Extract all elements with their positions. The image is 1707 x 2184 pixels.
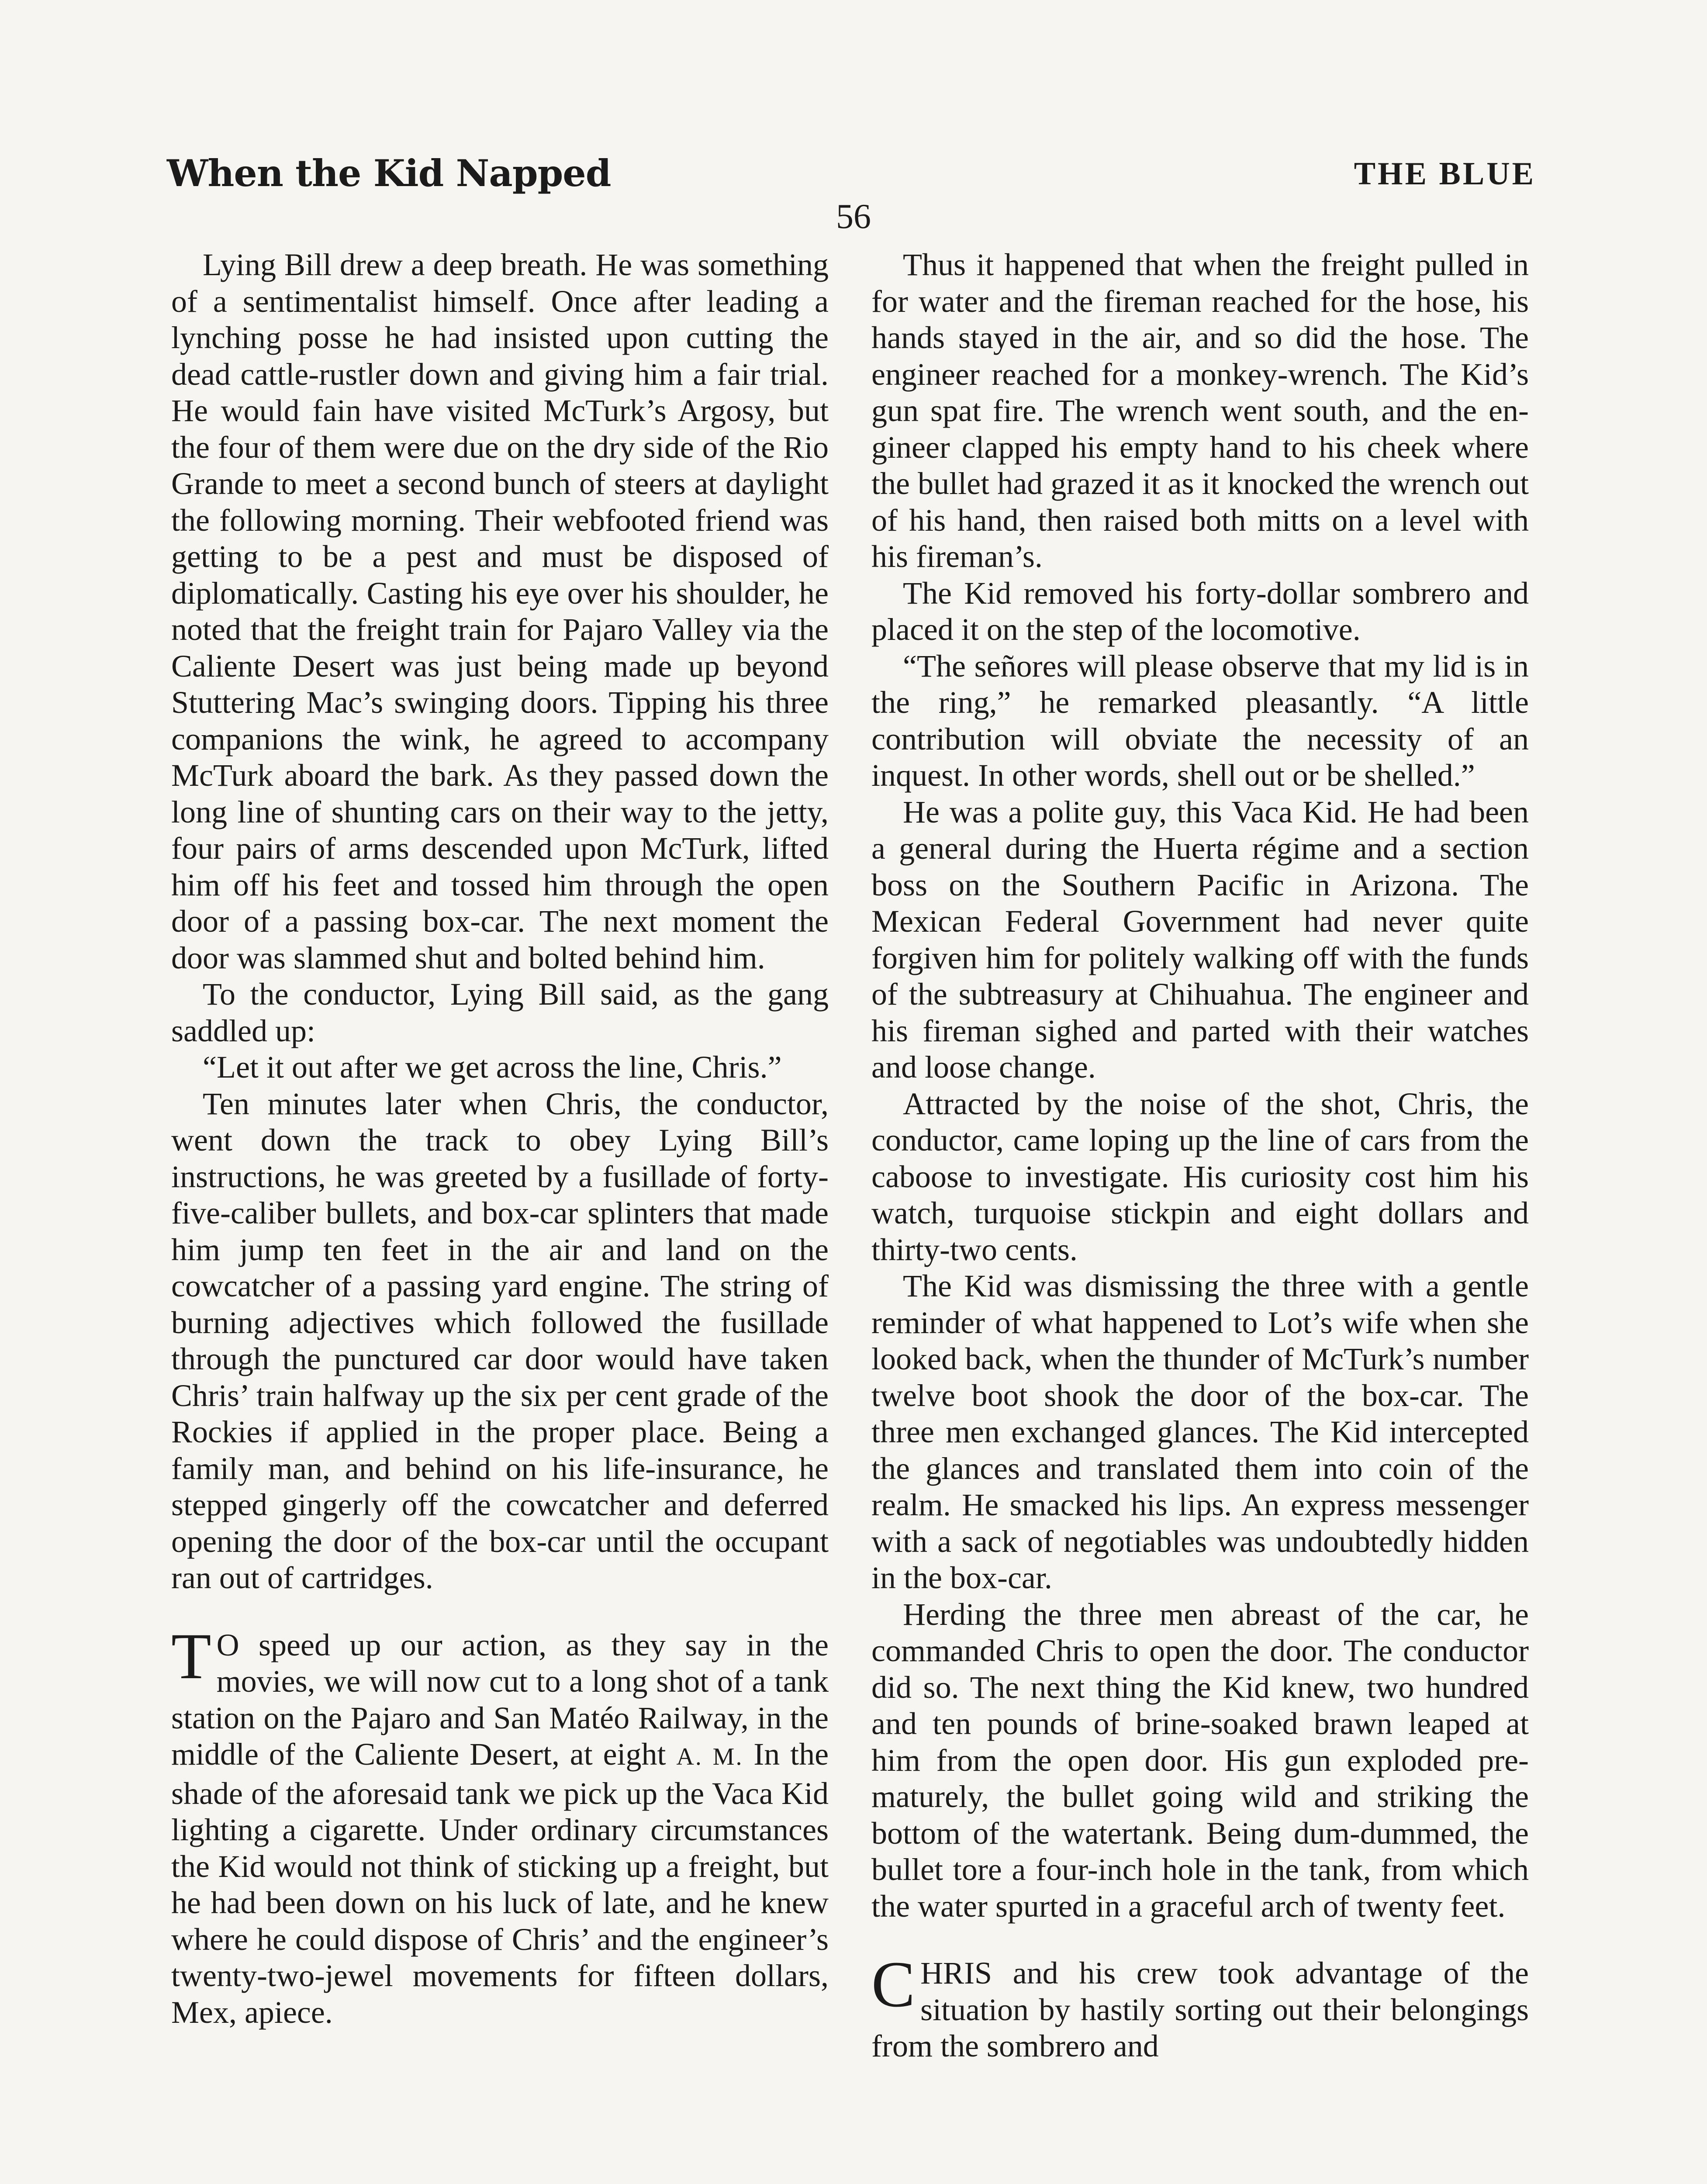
paragraph: Ten minutes later when Chris, the conductor, went down the track to obey Lying Bill’s instructions, he was greeted by a fusillade of forty-five-caliber bullets, and box-car splinters that made him jump ten feet in the air and land on the cowcatcher of a passing yard engine. The string of burning adjectives which followed the fusillade through the punctured car door would have taken Chris’ train halfway up the six per cent grade of the Rockies if applied in the proper place. Being a family man, and behind on his life-insurance, he stepped gingerly off the cowcatcher and deferred opening the door of the box-car until the occupant ran out of cartridges. — [171, 1086, 829, 1595]
magazine-name: THE BLUE — [1354, 156, 1536, 192]
page-number: 56 — [836, 197, 871, 236]
paragraph-text: In the shade of the aforesaid tank we pick up the Vaca Kid lighting a cigarette. Under ordinary circumstances the Kid would not think of sticking up a freight, but he had been down on his luck of late, and he knew where he could dispose of Chris’ and the engineer’s twenty-two-jewel movements for fifteen dollars, Mex, apiece. — [171, 1737, 829, 2030]
left-column — [171, 247, 829, 2184]
time-abbreviation: A. M. — [676, 1743, 743, 1770]
paragraph: Lying Bill drew a deep breath. He was something of a sentimentalist himself. Once after leading a lynching posse he had insisted upon cutting the dead cattle-rustler down and giving him a fair trial. He would fain have visited McTurk’s Argosy, but the four of them were due on the dry side of the Rio Grande to meet a second bunch of steers at daylight the following morning. Their webfooted friend was getting to be a pest and must be disposed of diplomatically. Casting his eye over his shoulder, he noted that the freight train for Pajaro Valley via the Caliente Desert was just being made up beyond Stuttering Mac’s swinging doors. Tipping his three companions the wink, he agreed to accompany McTurk aboard the bark. As they passed down the long line of shunting cars on their way to the jetty, four pairs of arms descended upon McTurk, lifted him off his feet and tossed him through the open door of a passing box-car. The next moment the door was slammed shut and bolted behind him. — [171, 247, 829, 975]
drop-cap: T — [171, 1620, 211, 1693]
paragraph: “The señores will please observe that my lid is in the ring,” he remarked pleasantly. “A little contribution will obviate the necessity of an inquest. In other words, shell out or be shelled.” — [871, 648, 1529, 793]
paragraph: He was a polite guy, this Vaca Kid. He had been a general during the Huerta régime and a section boss on the Southern Pacific in Arizona. The Mexican Federal Government had never quite forgiven him for politely walking off with the funds of the subtreasury at Chihuahua. The engineer and his fireman sighed and parted with their watches and loose change. — [871, 794, 1529, 1085]
paragraph: Attracted by the noise of the shot, Chris, the conductor, came loping up the line of cars from the caboose to investigate. His curiosity cost him his watch, turquoise stickpin and eight dollars and thirty-two cents. — [871, 1086, 1529, 1267]
paragraph: The Kid was dismissing the three with a gentle reminder of what happened to Lot’s wife when she looked back, when the thunder of McTurk’s number twelve boot shook the door of the box-car. The three men exchanged glances. The Kid intercepted the glances and translated them into coin of the realm. He smacked his lips. An express messenger with a sack of negotiables was undoubtedly hidden in the box-car. — [871, 1268, 1529, 1595]
section-opening-paragraph — [871, 1948, 1529, 2065]
paragraph: “Let it out after we get across the line, Chris.” — [203, 1050, 782, 1085]
right-column — [871, 247, 1529, 2184]
drop-cap: C — [871, 1948, 916, 2021]
story-title: When the Kid Napped — [167, 152, 611, 195]
paragraph-text: O speed up our action, as they say in the movies, we will now cut to a long shot of a tank station on the Pajaro and San Matéo Railway, in the middle of the Caliente Desert, at eight — [171, 1627, 829, 1772]
paragraph: The Kid removed his forty-dollar sombrero and placed it on the step of the locomotive. — [871, 575, 1529, 647]
section-opening-paragraph — [171, 1620, 829, 2031]
paragraph: To the conductor, Lying Bill said, as the gang saddled up: — [171, 977, 829, 1048]
paragraph: Thus it happened that when the freight pulled in for water and the fireman reached for the hose, his hands stayed in the air, and so did the hose. The engineer reached for a monkey-wrench. The Kid’s gun spat fire. The wrench went south, and the engineer clapped his empty hand to his cheek where the bullet had grazed it as it knocked the wrench out of his hand, then raised both mitts on a level with his fireman’s. — [871, 247, 1529, 574]
paragraph: Herding the three men abreast of the car, he commanded Chris to open the door. The conductor did so. The next thing the Kid knew, two hundred and ten pounds of brine-soaked brawn leaped at him from the open door. His gun exploded prematurely, the bullet going wild and striking the bottom of the watertank. Being dum-dummed, the bullet tore a four-inch hole in the tank, from which the water spurted in a graceful arch of twenty feet. — [871, 1597, 1529, 1924]
paragraph-text: HRIS and his crew took advantage of the situation by hastily sorting out their belongings from the sombrero and — [871, 1956, 1529, 2063]
